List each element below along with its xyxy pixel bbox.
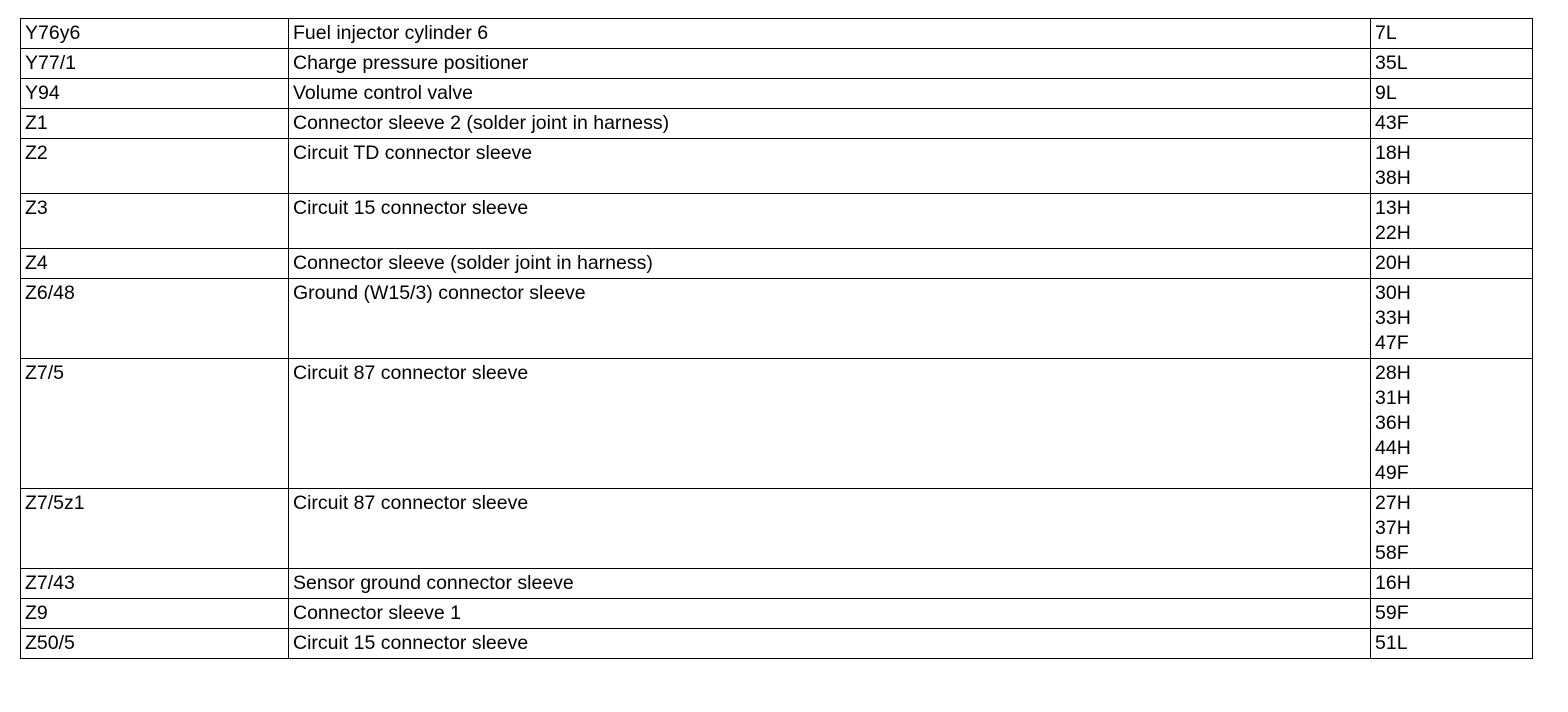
grid-location-cell [1371, 359, 1533, 489]
component-description-cell: Volume control valve [289, 79, 1371, 109]
component-code-cell: Z7/5z1 [21, 489, 289, 569]
component-description-cell: Ground (W15/3) connector sleeve [289, 279, 1371, 359]
grid-location: 36H [1375, 412, 1411, 434]
grid-location: 44H [1375, 437, 1411, 459]
component-location-table [20, 18, 1533, 659]
component-description-cell: Circuit TD connector sleeve [289, 139, 1371, 194]
component-description-cell: Charge pressure positioner [289, 49, 1371, 79]
grid-location: 47F [1375, 332, 1409, 354]
grid-location: 13H [1375, 197, 1411, 219]
grid-location: 22H [1375, 222, 1411, 244]
grid-location-cell [1371, 629, 1533, 659]
table-row [21, 489, 1533, 569]
grid-location: 28H [1375, 362, 1411, 384]
component-description-cell: Connector sleeve 1 [289, 599, 1371, 629]
component-code-cell: Z1 [21, 109, 289, 139]
grid-location: 49F [1375, 462, 1409, 484]
component-description-cell: Connector sleeve 2 (solder joint in harness) [289, 109, 1371, 139]
component-code-cell: Z3 [21, 194, 289, 249]
grid-location-cell [1371, 489, 1533, 569]
component-code-cell: Z7/43 [21, 569, 289, 599]
component-code-cell: Z4 [21, 249, 289, 279]
table-row [21, 279, 1533, 359]
grid-location: 43F [1375, 112, 1409, 134]
component-description-cell: Circuit 15 connector sleeve [289, 194, 1371, 249]
grid-location: 58F [1375, 542, 1409, 564]
component-code-cell: Z2 [21, 139, 289, 194]
table-row [21, 79, 1533, 109]
grid-location: 7L [1375, 22, 1397, 44]
table-row [21, 629, 1533, 659]
table-row [21, 49, 1533, 79]
grid-location: 30H [1375, 282, 1411, 304]
component-code-cell: Y76y6 [21, 19, 289, 49]
table-row [21, 249, 1533, 279]
component-description-cell: Circuit 15 connector sleeve [289, 629, 1371, 659]
grid-location-cell [1371, 279, 1533, 359]
component-code-cell: Z7/5 [21, 359, 289, 489]
component-code-cell: Z50/5 [21, 629, 289, 659]
component-description-cell: Fuel injector cylinder 6 [289, 19, 1371, 49]
grid-location: 9L [1375, 82, 1397, 104]
grid-location: 16H [1375, 572, 1411, 594]
grid-location: 59F [1375, 602, 1409, 624]
table-row [21, 194, 1533, 249]
grid-location-cell [1371, 49, 1533, 79]
table-row [21, 599, 1533, 629]
grid-location-cell [1371, 19, 1533, 49]
grid-location: 31H [1375, 387, 1411, 409]
component-description-cell: Circuit 87 connector sleeve [289, 489, 1371, 569]
table-body [21, 19, 1533, 659]
grid-location: 20H [1375, 252, 1411, 274]
component-description-cell: Connector sleeve (solder joint in harness) [289, 249, 1371, 279]
grid-location-cell [1371, 109, 1533, 139]
component-code-cell: Y77/1 [21, 49, 289, 79]
grid-location: 37H [1375, 517, 1411, 539]
grid-location-cell [1371, 599, 1533, 629]
grid-location-cell [1371, 139, 1533, 194]
table-row [21, 569, 1533, 599]
component-code-cell: Y94 [21, 79, 289, 109]
grid-location: 27H [1375, 492, 1411, 514]
grid-location: 18H [1375, 142, 1411, 164]
grid-location: 33H [1375, 307, 1411, 329]
table-row [21, 359, 1533, 489]
grid-location-cell [1371, 194, 1533, 249]
component-description-cell: Circuit 87 connector sleeve [289, 359, 1371, 489]
grid-location-cell [1371, 79, 1533, 109]
grid-location: 35L [1375, 52, 1408, 74]
table-row [21, 19, 1533, 49]
component-code-cell: Z9 [21, 599, 289, 629]
table-row [21, 109, 1533, 139]
grid-location-cell [1371, 569, 1533, 599]
component-code-cell: Z6/48 [21, 279, 289, 359]
grid-location: 38H [1375, 167, 1411, 189]
grid-location: 51L [1375, 632, 1408, 654]
grid-location-cell [1371, 249, 1533, 279]
table-row [21, 139, 1533, 194]
component-description-cell: Sensor ground connector sleeve [289, 569, 1371, 599]
